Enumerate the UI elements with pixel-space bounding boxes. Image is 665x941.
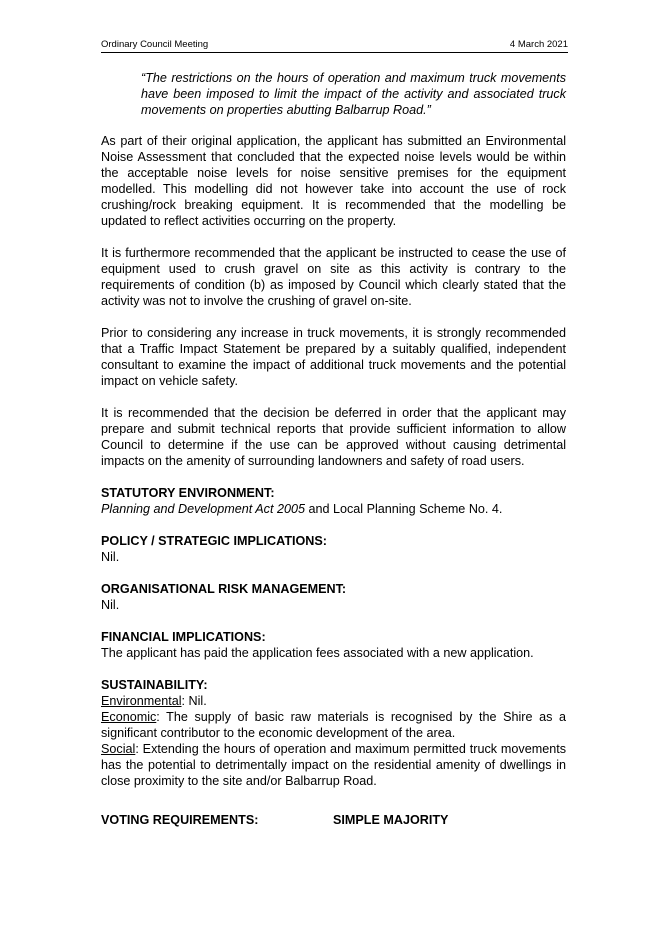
financial-section	[101, 629, 566, 661]
social-label: Social	[101, 742, 136, 756]
policy-heading: POLICY / STRATEGIC IMPLICATIONS:	[101, 534, 327, 548]
page-header	[101, 38, 568, 53]
policy-text: Nil.	[101, 550, 120, 564]
risk-heading: ORGANISATIONAL RISK MANAGEMENT:	[101, 582, 347, 596]
financial-text: The applicant has paid the application fees associated with a new application.	[101, 646, 534, 660]
voting-value: SIMPLE MAJORITY	[333, 813, 449, 827]
environmental-text: : Nil.	[181, 694, 207, 708]
paragraph-noise-assessment: As part of their original application, the applicant has submitted an Environmental Noise Assessment that concluded that the expected noise levels would be within the acceptable noise levels for noise sensitive premises for the equipment modelled. This modelling did not however take into account the use of rock crushing/rock breaking equipment. It is recommended that the modelling be updated to reflect activities occurring on the property.	[101, 134, 566, 228]
voting-label: VOTING REQUIREMENTS:	[101, 813, 259, 827]
financial-heading: FINANCIAL IMPLICATIONS:	[101, 630, 266, 644]
statutory-heading: STATUTORY ENVIRONMENT:	[101, 486, 275, 500]
policy-section	[101, 533, 566, 565]
environmental-label: Environmental	[101, 694, 182, 708]
risk-text: Nil.	[101, 598, 120, 612]
statutory-section	[101, 485, 566, 517]
economic-text: : The supply of basic raw materials is recognised by the Shire as a significant contributor to the economic development of the area.	[101, 710, 566, 740]
sustainability-section	[101, 677, 566, 789]
document-body	[101, 70, 566, 789]
economic-label: Economic	[101, 710, 157, 724]
statutory-act: Planning and Development Act 2005	[101, 502, 305, 516]
paragraph-deferral: It is recommended that the decision be deferred in order that the applicant may prepare and submit technical reports that provide sufficient information to allow Council to determine if the use can be approved without causing detrimental impacts on the amenity of surrounding landowners and safety of road users.	[101, 406, 566, 468]
quoted-restriction: “The restrictions on the hours of operation and maximum truck movements have been imposed to limit the impact of the activity and associated truck movements on properties abutting Balbarrup Road.”	[141, 71, 566, 117]
voting-requirements	[101, 813, 449, 827]
paragraph-traffic-impact: Prior to considering any increase in truck movements, it is strongly recommended that a Traffic Impact Statement be prepared by a suitably qualified, independent consultant to examine the impact of additional truck movements and the potential impact on vehicle safety.	[101, 326, 566, 388]
social-text: : Extending the hours of operation and maximum permitted truck movements has the potential to detrimentally impact on the residential amenity of dwellings in close proximity to the site and/or Balbarrup Road.	[101, 742, 566, 788]
paragraph-gravel-crushing: It is furthermore recommended that the applicant be instructed to cease the use of equipment used to crush gravel on site as this activity is contrary to the requirements of condition (b) as imposed by Council which clearly stated that the activity was not to involve the crushing of gravel on-site.	[101, 246, 566, 308]
statutory-rest: and Local Planning Scheme No. 4.	[304, 502, 503, 516]
meeting-date: 4 March 2021	[509, 39, 568, 50]
meeting-title: Ordinary Council Meeting	[101, 39, 209, 50]
sustainability-heading: SUSTAINABILITY:	[101, 678, 208, 692]
risk-section	[101, 581, 566, 613]
